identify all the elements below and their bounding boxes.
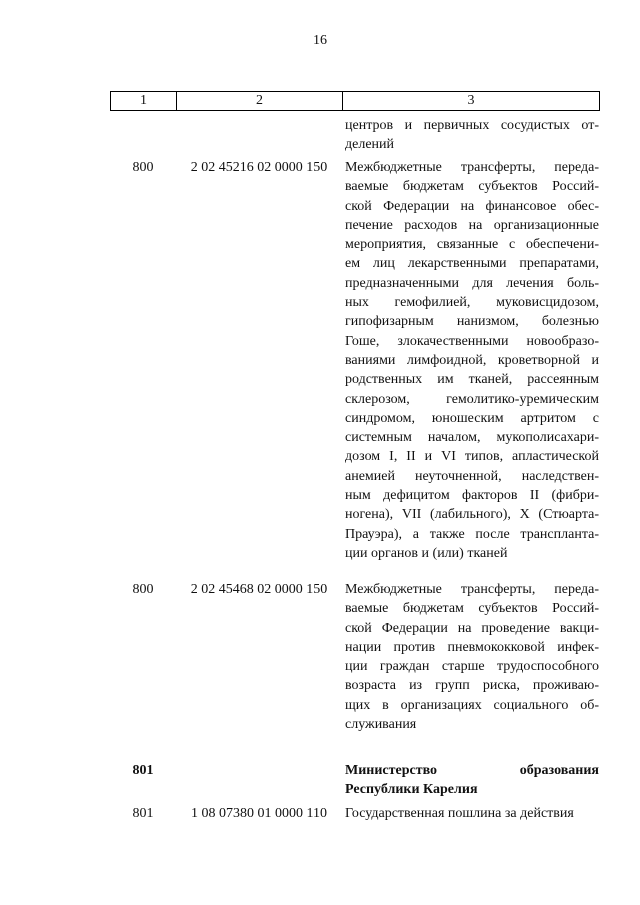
- text-line: склерозом, гемолитико-уремическим: [345, 391, 599, 407]
- text-line: ции граждан старше трудоспособного: [345, 659, 599, 675]
- table-header: [110, 91, 600, 111]
- text-line: родственных им тканей, рассеянным: [345, 372, 599, 388]
- row-code: 801: [132, 806, 154, 821]
- row-kbk: 2 02 45216 02 0000 150: [190, 160, 328, 175]
- text-line: дозом I, II и VI типов, апластической: [345, 449, 599, 465]
- text-line: щих в организациях социального об-: [345, 697, 599, 713]
- text-line: ногена), VII (лабильного), X (Стюарта-: [345, 507, 599, 523]
- text-line: мероприятия, связанные с обеспечени-: [345, 237, 599, 253]
- text-line: делений: [345, 137, 395, 153]
- text-line: Межбюджетные трансферты, переда-: [345, 160, 599, 175]
- text-line: предназначенными для лечения боль-: [345, 275, 599, 291]
- text-line: возраста из групп риска, проживаю-: [345, 678, 599, 694]
- text-line: ем лиц лекарственными препаратами,: [345, 256, 599, 272]
- text-line: ваемые бюджетам субъектов Россий-: [345, 601, 599, 617]
- row-code: 800: [132, 582, 154, 597]
- text-line: Министерство образования: [345, 763, 599, 778]
- text-line: Прауэра), а также после транспланта-: [345, 526, 599, 542]
- text-line: системным началом, мукополисахари-: [345, 430, 599, 446]
- row-description: [345, 116, 599, 155]
- row-description: [345, 158, 599, 563]
- header-col-3: 3: [467, 93, 475, 108]
- row-kbk: 1 08 07380 01 0000 110: [191, 806, 327, 821]
- text-line: Межбюджетные трансферты, переда-: [345, 582, 599, 597]
- text-line: Гоше, злокачественными новообразо-: [345, 333, 599, 349]
- header-col-1: 1: [111, 92, 177, 110]
- row-description: [345, 580, 599, 734]
- row-kbk: 2 02 45468 02 0000 150: [190, 582, 328, 597]
- text-line: нации против пневмококковой инфек-: [345, 639, 599, 655]
- row-description: [345, 761, 599, 800]
- text-line: центров и первичных сосудистых от-: [345, 118, 599, 133]
- text-line: ской Федерации на проведение вакци-: [345, 620, 599, 636]
- text-line: гипофизарным нанизмом, болезнью: [345, 314, 599, 330]
- text-line: Государственная пошлина за действия: [345, 806, 574, 821]
- text-line: служивания: [345, 717, 417, 733]
- text-line: ской Федерации на финансовое обес-: [345, 198, 599, 214]
- text-line: ции органов и (или) тканей: [345, 545, 508, 561]
- text-line: синдромом, юношеским артритом с: [345, 410, 599, 426]
- text-line: ных гемофилией, муковисцидозом,: [345, 295, 599, 311]
- text-line: Республики Карелия: [345, 782, 478, 798]
- text-line: ваемые бюджетам субъектов Россий-: [345, 179, 599, 195]
- row-description: [345, 804, 599, 823]
- text-line: печение расходов на организационные: [345, 217, 599, 233]
- header-col-2: 2: [177, 92, 343, 110]
- text-line: ным дефицитом факторов II (фибри-: [345, 488, 599, 504]
- page-number: 16: [313, 33, 327, 48]
- row-code: 800: [132, 160, 154, 175]
- row-code: 801: [132, 763, 154, 778]
- text-line: ваниями лимфоидной, кроветворной и: [345, 352, 599, 368]
- text-line: анемией неуточненной, наследствен-: [345, 468, 599, 484]
